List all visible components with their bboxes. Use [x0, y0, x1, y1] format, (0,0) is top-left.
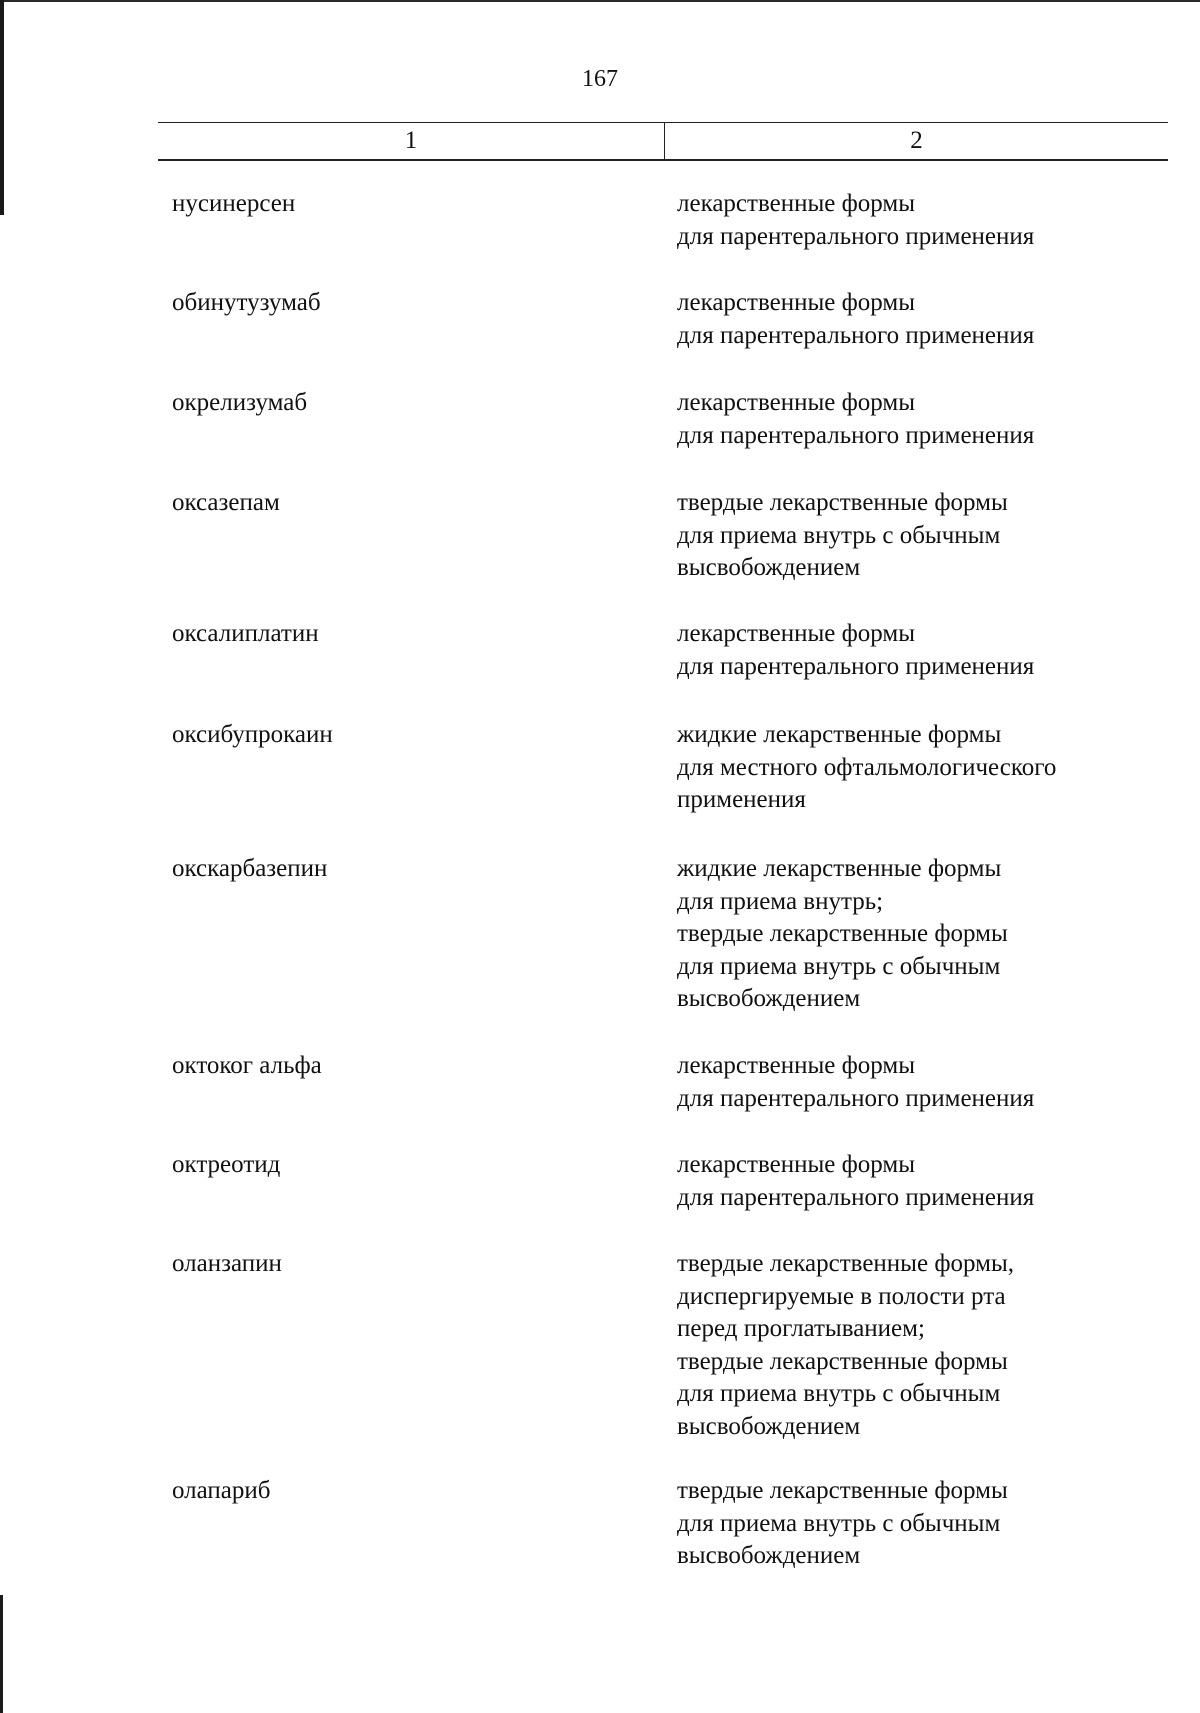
dosage-form: твердые лекарственные формы, диспергируемые в полости рта перед проглатыванием; твердые лекарственные формы для приема внутрь с обычным высвобождением	[677, 1250, 1015, 1440]
drug-name: октоког альфа	[172, 1052, 322, 1079]
table-header	[158, 122, 1168, 161]
dosage-form: лекарственные формы для парентерального применения	[677, 389, 1035, 449]
dosage-form: твердые лекарственные формы для приема внутрь с обычным высвобождением	[677, 489, 1008, 581]
scan-edge-top	[0, 0, 1200, 2]
dosage-form: жидкие лекарственные формы для местного офтальмологического применения	[677, 721, 1057, 813]
drug-name: оланзапин	[172, 1250, 282, 1277]
drug-name: октреотид	[172, 1151, 281, 1178]
drug-name: нусинерсен	[172, 190, 296, 217]
scan-edge-left	[0, 0, 4, 215]
dosage-form: лекарственные формы для парентерального применения	[677, 1052, 1035, 1112]
dosage-form: лекарственные формы для парентерального применения	[677, 620, 1035, 680]
drug-name: оксазепам	[172, 489, 280, 516]
drug-name: окскарбазепин	[172, 855, 328, 882]
dosage-form: лекарственные формы для парентерального применения	[677, 1151, 1035, 1211]
drug-name: оксалиплатин	[172, 620, 319, 647]
drug-name: обинутузумаб	[172, 289, 321, 316]
page-number: 167	[582, 66, 618, 92]
dosage-form: лекарственные формы для парентерального применения	[677, 190, 1035, 250]
column-header-2: 2	[910, 127, 923, 154]
dosage-form: твердые лекарственные формы для приема внутрь с обычным высвобождением	[677, 1477, 1008, 1569]
dosage-form: лекарственные формы для парентерального применения	[677, 289, 1035, 349]
dosage-form: жидкие лекарственные формы для приема внутрь; твердые лекарственные формы для приема внутрь с обычным высвобождением	[677, 855, 1008, 1012]
column-header-1: 1	[158, 123, 665, 159]
scan-edge-left-lower	[0, 1595, 3, 1713]
drug-name: окрелизумаб	[172, 389, 308, 416]
drug-name: олапариб	[172, 1477, 271, 1504]
drug-name: оксибупрокаин	[172, 721, 333, 748]
